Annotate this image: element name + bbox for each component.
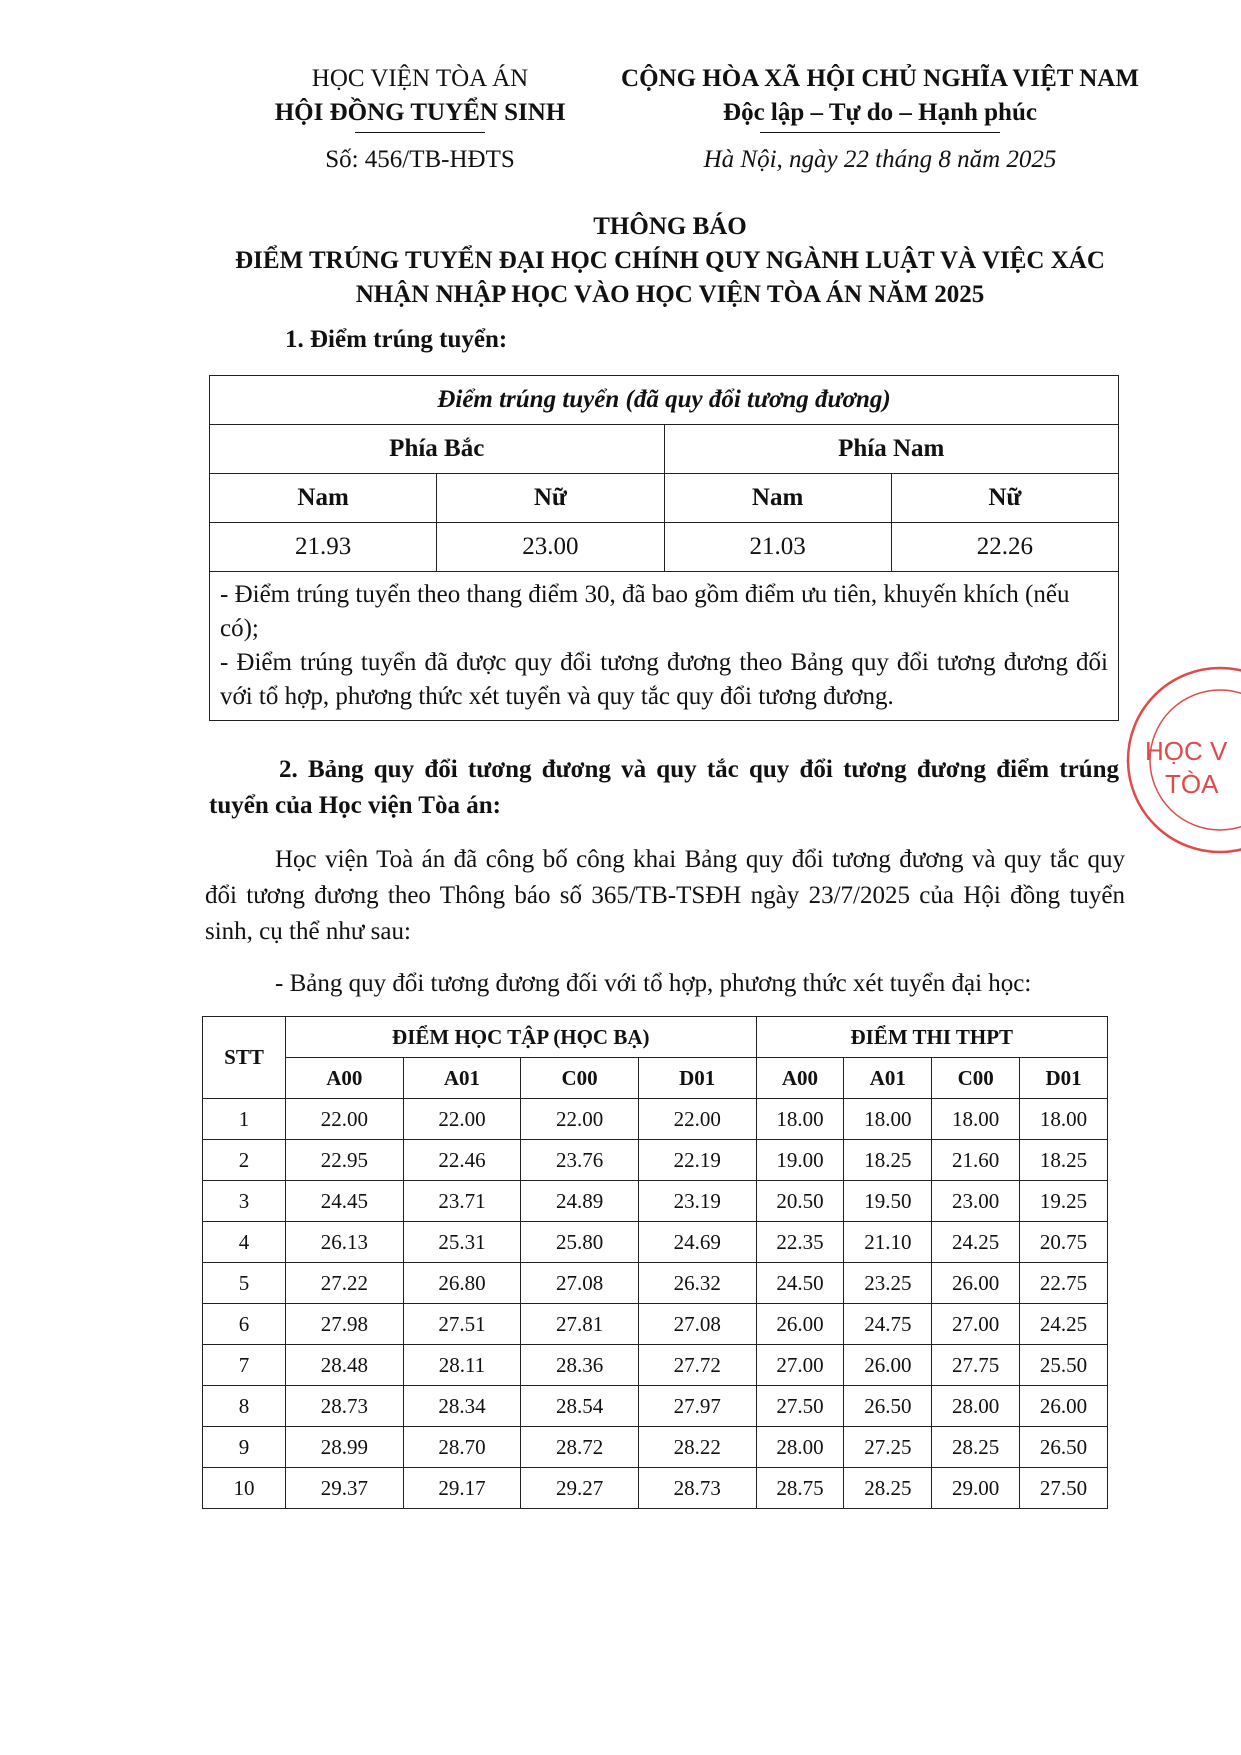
table-cell: 18.00 [932, 1099, 1020, 1140]
table-cell: 29.37 [286, 1468, 404, 1509]
table-cell: 26.00 [844, 1345, 932, 1386]
document-number: Số: 456/TB-HĐTS [325, 146, 515, 173]
table-cell: 19.25 [1020, 1181, 1108, 1222]
table-cell: 22.75 [1020, 1263, 1108, 1304]
table-cell: 28.00 [756, 1427, 844, 1468]
stt-header: STT [203, 1017, 286, 1099]
table-cell: 27.98 [286, 1304, 404, 1345]
table-cell: 28.22 [638, 1427, 756, 1468]
table-cell: 28.00 [932, 1386, 1020, 1427]
table-cell: 24.89 [521, 1181, 639, 1222]
table-cell: 20.75 [1020, 1222, 1108, 1263]
table-cell: 23.25 [844, 1263, 932, 1304]
conversion-table [202, 1016, 1108, 1509]
table-cell: 26.00 [756, 1304, 844, 1345]
nation-name: CỘNG HÒA XÃ HỘI CHỦ NGHĨA VIỆT NAM [621, 65, 1139, 92]
row-index: 2 [203, 1140, 286, 1181]
header-left-divider [355, 132, 485, 133]
document-date: Hà Nội, ngày 22 tháng 8 năm 2025 [703, 146, 1057, 173]
table-cell: 27.81 [521, 1304, 639, 1345]
table-cell: 23.19 [638, 1181, 756, 1222]
subject-combo-header: D01 [638, 1058, 756, 1099]
score-note-1: - Điểm trúng tuyển theo thang điểm 30, đã bao gồm điểm ưu tiên, khuyến khích (nếu có); [220, 581, 1070, 642]
group-transcript-header: ĐIỂM HỌC TẬP (HỌC BẠ) [286, 1017, 757, 1058]
table-cell: 24.25 [932, 1222, 1020, 1263]
table-cell: 28.25 [844, 1468, 932, 1509]
table-row [203, 1140, 1108, 1181]
row-index: 9 [203, 1427, 286, 1468]
section1-heading: 1. Điểm trúng tuyển: [285, 326, 508, 353]
table-cell: 28.70 [403, 1427, 521, 1468]
row-index: 7 [203, 1345, 286, 1386]
subject-combo-header: A00 [286, 1058, 404, 1099]
table-cell: 22.35 [756, 1222, 844, 1263]
table-cell: 27.51 [403, 1304, 521, 1345]
table-row [203, 1304, 1108, 1345]
gender-header: Nam [210, 474, 437, 523]
table-row [203, 1427, 1108, 1468]
score-table-caption: Điểm trúng tuyển (đã quy đổi tương đương) [210, 376, 1119, 425]
table-cell: 19.50 [844, 1181, 932, 1222]
table-row [203, 1386, 1108, 1427]
table-cell: 27.97 [638, 1386, 756, 1427]
table-cell: 28.75 [756, 1468, 844, 1509]
region-north: Phía Bắc [210, 425, 665, 474]
table-row [203, 1263, 1108, 1304]
admission-score-table [209, 375, 1119, 721]
table-cell: 29.17 [403, 1468, 521, 1509]
score-south-female: 22.26 [891, 523, 1118, 572]
seal-text-2: TÒA [1165, 769, 1219, 799]
motto: Độc lập – Tự do – Hạnh phúc [723, 99, 1037, 126]
table-cell: 28.73 [638, 1468, 756, 1509]
row-index: 4 [203, 1222, 286, 1263]
table-row [203, 1468, 1108, 1509]
table-cell: 24.45 [286, 1181, 404, 1222]
table-cell: 21.60 [932, 1140, 1020, 1181]
table-cell: 22.00 [286, 1099, 404, 1140]
subject-combo-header: C00 [932, 1058, 1020, 1099]
table-cell: 27.50 [756, 1386, 844, 1427]
table-cell: 29.27 [521, 1468, 639, 1509]
table-cell: 27.72 [638, 1345, 756, 1386]
score-notes [210, 572, 1119, 721]
table-cell: 26.00 [1020, 1386, 1108, 1427]
seal-text-1: HỌC V [1145, 736, 1228, 766]
table-cell: 26.50 [844, 1386, 932, 1427]
table-cell: 22.00 [521, 1099, 639, 1140]
table-cell: 22.00 [403, 1099, 521, 1140]
table-cell: 22.00 [638, 1099, 756, 1140]
table-cell: 20.50 [756, 1181, 844, 1222]
table-cell: 27.00 [932, 1304, 1020, 1345]
table-cell: 21.10 [844, 1222, 932, 1263]
table-cell: 28.36 [521, 1345, 639, 1386]
table-cell: 18.00 [844, 1099, 932, 1140]
row-index: 6 [203, 1304, 286, 1345]
table-cell: 27.08 [521, 1263, 639, 1304]
table-cell: 28.72 [521, 1427, 639, 1468]
table-cell: 26.32 [638, 1263, 756, 1304]
table-cell: 27.25 [844, 1427, 932, 1468]
council-name: HỘI ĐỒNG TUYỂN SINH [274, 99, 566, 126]
score-north-female: 23.00 [437, 523, 664, 572]
table-cell: 29.00 [932, 1468, 1020, 1509]
org-name: HỌC VIỆN TÒA ÁN [311, 65, 529, 92]
subject-combo-header: D01 [1020, 1058, 1108, 1099]
table-cell: 25.31 [403, 1222, 521, 1263]
group-exam-header: ĐIỂM THI THPT [756, 1017, 1107, 1058]
document-title [130, 210, 1210, 312]
row-index: 1 [203, 1099, 286, 1140]
table-cell: 23.71 [403, 1181, 521, 1222]
subject-combo-header: A01 [844, 1058, 932, 1099]
table-cell: 27.08 [638, 1304, 756, 1345]
section2-bullet: - Bảng quy đổi tương đương đối với tổ hợp, phương thức xét tuyển đại học: [275, 970, 1032, 997]
table-cell: 28.99 [286, 1427, 404, 1468]
section2-paragraph: Học viện Toà án đã công bố công khai Bảng quy đổi tương đương và quy tắc quy đổi tương đương theo Thông báo số 365/TB-TSĐH ngày 23/7/2025 của Hội đồng tuyển sinh, cụ thể như sau: [205, 846, 1125, 945]
table-cell: 18.25 [1020, 1140, 1108, 1181]
table-cell: 28.48 [286, 1345, 404, 1386]
subject-combo-header: C00 [521, 1058, 639, 1099]
title-main: THÔNG BÁO [593, 213, 747, 240]
table-cell: 24.75 [844, 1304, 932, 1345]
table-row [203, 1345, 1108, 1386]
gender-header: Nữ [891, 474, 1118, 523]
score-note-2: - Điểm trúng tuyển đã được quy đổi tương đương theo Bảng quy đổi tương đương đối với tổ hợp, phương thức xét tuyển và quy tắc quy đổi tương đương. [220, 649, 1108, 710]
table-cell: 28.34 [403, 1386, 521, 1427]
table-cell: 28.54 [521, 1386, 639, 1427]
score-south-male: 21.03 [664, 523, 891, 572]
table-cell: 28.73 [286, 1386, 404, 1427]
title-sub-line1: ĐIỂM TRÚNG TUYỂN ĐẠI HỌC CHÍNH QUY NGÀNH LUẬT VÀ VIỆC XÁC [235, 247, 1105, 274]
row-index: 3 [203, 1181, 286, 1222]
table-cell: 18.00 [756, 1099, 844, 1140]
table-cell: 22.19 [638, 1140, 756, 1181]
table-cell: 24.25 [1020, 1304, 1108, 1345]
table-cell: 22.95 [286, 1140, 404, 1181]
table-cell: 26.00 [932, 1263, 1020, 1304]
table-cell: 24.50 [756, 1263, 844, 1304]
gender-header: Nữ [437, 474, 664, 523]
title-sub-line2: NHẬN NHẬP HỌC VÀO HỌC VIỆN TÒA ÁN NĂM 2025 [355, 281, 985, 308]
table-cell: 18.25 [844, 1140, 932, 1181]
gender-header: Nam [664, 474, 891, 523]
table-cell: 23.76 [521, 1140, 639, 1181]
table-cell: 28.25 [932, 1427, 1020, 1468]
table-cell: 22.46 [403, 1140, 521, 1181]
table-cell: 26.80 [403, 1263, 521, 1304]
table-row [203, 1222, 1108, 1263]
table-cell: 25.80 [521, 1222, 639, 1263]
table-cell: 23.00 [932, 1181, 1020, 1222]
row-index: 10 [203, 1468, 286, 1509]
subject-combo-header: A01 [403, 1058, 521, 1099]
table-row [203, 1181, 1108, 1222]
table-cell: 27.22 [286, 1263, 404, 1304]
table-cell: 27.75 [932, 1345, 1020, 1386]
region-south: Phía Nam [664, 425, 1119, 474]
section2-heading: 2. Bảng quy đổi tương đương và quy tắc quy đổi tương đương điểm trúng tuyển của Học viện Tòa án: [209, 756, 1119, 819]
score-north-male: 21.93 [210, 523, 437, 572]
red-seal-stamp [1120, 650, 1241, 870]
table-cell: 24.69 [638, 1222, 756, 1263]
table-cell: 26.13 [286, 1222, 404, 1263]
row-index: 8 [203, 1386, 286, 1427]
table-cell: 27.00 [756, 1345, 844, 1386]
table-cell: 18.00 [1020, 1099, 1108, 1140]
header-left [210, 62, 630, 177]
table-cell: 26.50 [1020, 1427, 1108, 1468]
table-cell: 25.50 [1020, 1345, 1108, 1386]
row-index: 5 [203, 1263, 286, 1304]
subject-combo-header: A00 [756, 1058, 844, 1099]
table-cell: 28.11 [403, 1345, 521, 1386]
table-cell: 19.00 [756, 1140, 844, 1181]
table-row [203, 1099, 1108, 1140]
header-right [600, 62, 1160, 177]
header-right-divider [760, 132, 1000, 133]
table-cell: 27.50 [1020, 1468, 1108, 1509]
